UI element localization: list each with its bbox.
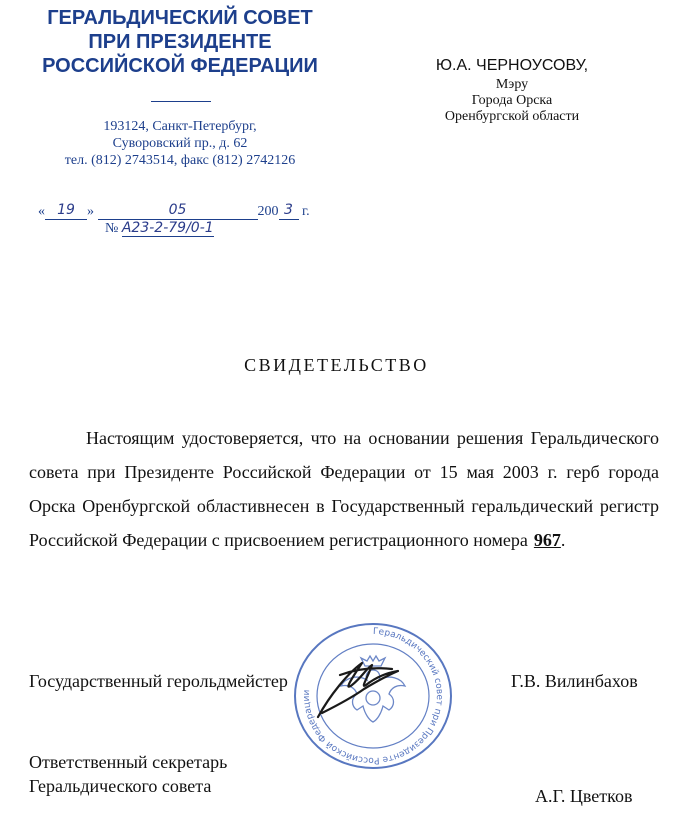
addressee-name: Ю.А. ЧЕРНОУСОВУ, [435, 57, 589, 74]
address-line: тел. (812) 2743514, факс (812) 2742126 [64, 153, 296, 168]
addressee-line: Города Орска [471, 93, 553, 108]
org-line: ПРИ ПРЕЗИДЕНТЕ [88, 31, 272, 53]
reference-number [105, 220, 214, 237]
herald-title: Государственный герольдмейстер [29, 671, 288, 691]
year-digit: 3 [279, 202, 299, 220]
secretary-line: Геральдического совета [29, 776, 212, 796]
secretary-line: Ответственный секретарь [29, 752, 228, 772]
seal-text: Геральдический совет при Президенте Российской Федерации [301, 626, 444, 766]
reference-date [38, 202, 310, 220]
year-prefix: 200 [257, 204, 279, 219]
close-quote: » [87, 204, 94, 219]
org-line: РОССИЙСКОЙ ФЕДЕРАЦИИ [42, 55, 318, 77]
herald-name: Г.В. Вилинбахов [511, 671, 638, 691]
document-title: СВИДЕТЕЛЬСТВО [244, 355, 429, 375]
body-paragraph [29, 421, 659, 557]
number-value: А23-2-79/0-1 [121, 220, 214, 236]
registration-number: 967 [533, 530, 561, 550]
secretary-title [29, 750, 227, 798]
address-line: Суворовский пр., д. 62 [112, 136, 248, 151]
header-rule [151, 101, 211, 102]
addressee-line: Оренбургской области [444, 109, 580, 124]
number-label: № [105, 221, 119, 236]
secretary-name: А.Г. Цветков [535, 786, 633, 806]
date-day: 19 [45, 202, 87, 220]
org-line: ГЕРАЛЬДИЧЕСКИЙ СОВЕТ [47, 7, 313, 29]
signature-scribble [300, 655, 410, 725]
body-text [29, 421, 659, 557]
body-end: . [560, 530, 566, 550]
org-address [14, 118, 346, 169]
addressee-line: Мэру [495, 77, 529, 92]
year-suffix: г. [302, 204, 310, 219]
address-line: 193124, Санкт-Петербург, [103, 119, 257, 134]
open-quote: « [38, 204, 45, 219]
body-main: Настоящим удостоверяется, что на основании решения Геральдического совета при Президенте Российской Федерации от 15 мая 2003 г. герб города Орска Оренбургской областивнесен в Государственный геральдический регистр Российской Федерации с присвоением регистрационного номера [29, 428, 659, 550]
date-month: 05 [98, 202, 258, 220]
org-name [14, 6, 346, 78]
addressee-block [417, 56, 607, 125]
